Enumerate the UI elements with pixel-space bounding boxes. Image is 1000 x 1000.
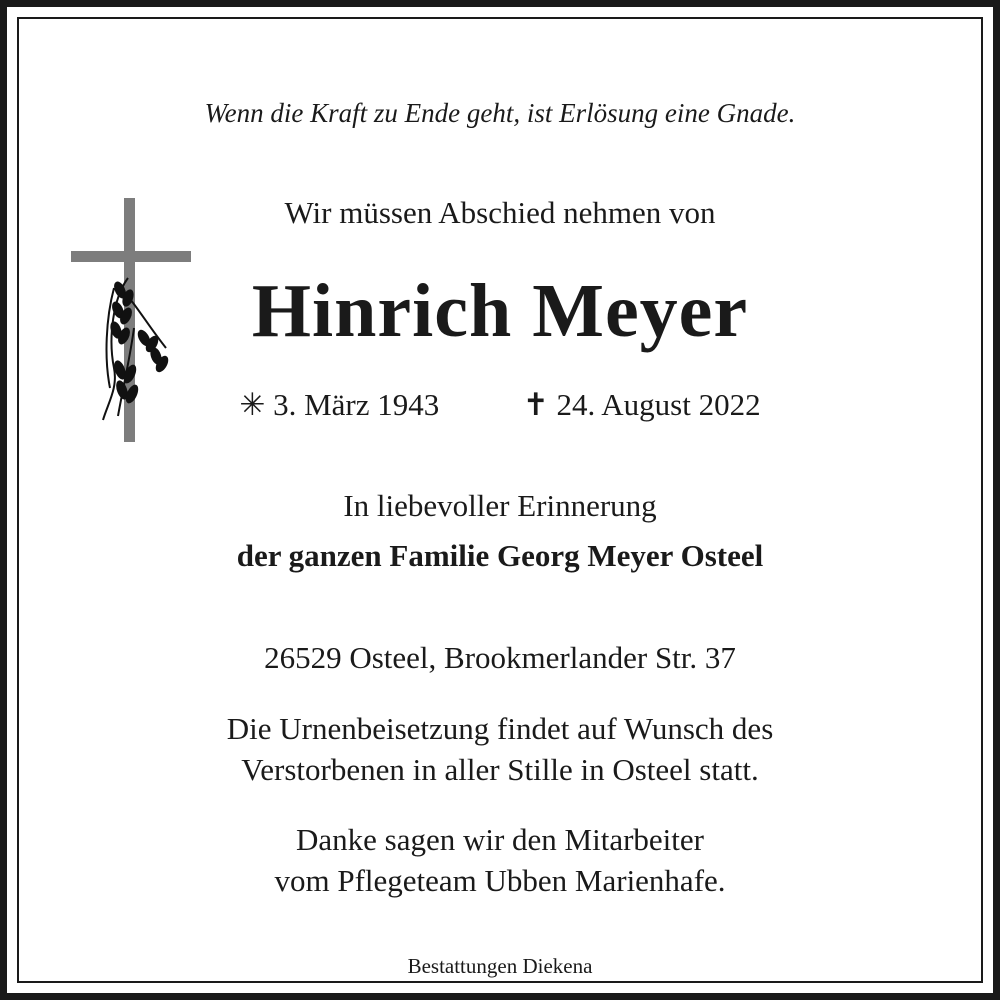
birth-date: 3. März 1943 <box>273 387 440 422</box>
funeral-home-name: Bestattungen Diekena <box>390 954 611 979</box>
family-signature: der ganzen Familie Georg Meyer Osteel <box>236 538 764 573</box>
death-cross-icon: ✝ <box>522 387 549 422</box>
thanks-line-1: Danke sagen wir den Mitarbeiter <box>295 822 704 857</box>
address: 26529 Osteel, Brookmerlander Str. 37 <box>264 640 736 675</box>
urn-notice-line-2: Verstorbenen in aller Stille in Osteel statt. <box>241 752 759 787</box>
thanks-line-2: vom Pflegeteam Ubben Marienhafe. <box>274 863 726 898</box>
birth-star-icon: ✳ <box>239 387 266 422</box>
death-date: 24. August 2022 <box>556 387 761 422</box>
memory-text: In liebevoller Erinnerung <box>343 488 657 523</box>
motto: Wenn die Kraft zu Ende geht, ist Erlösung eine Gnade. <box>204 98 796 128</box>
life-dates <box>0 387 1000 423</box>
urn-notice-line-1: Die Urnenbeisetzung findet auf Wunsch des <box>226 711 774 746</box>
deceased-name: Hinrich Meyer <box>251 269 749 353</box>
footer-band <box>0 954 1000 979</box>
intro-text: Wir müssen Abschied nehmen von <box>284 195 716 230</box>
